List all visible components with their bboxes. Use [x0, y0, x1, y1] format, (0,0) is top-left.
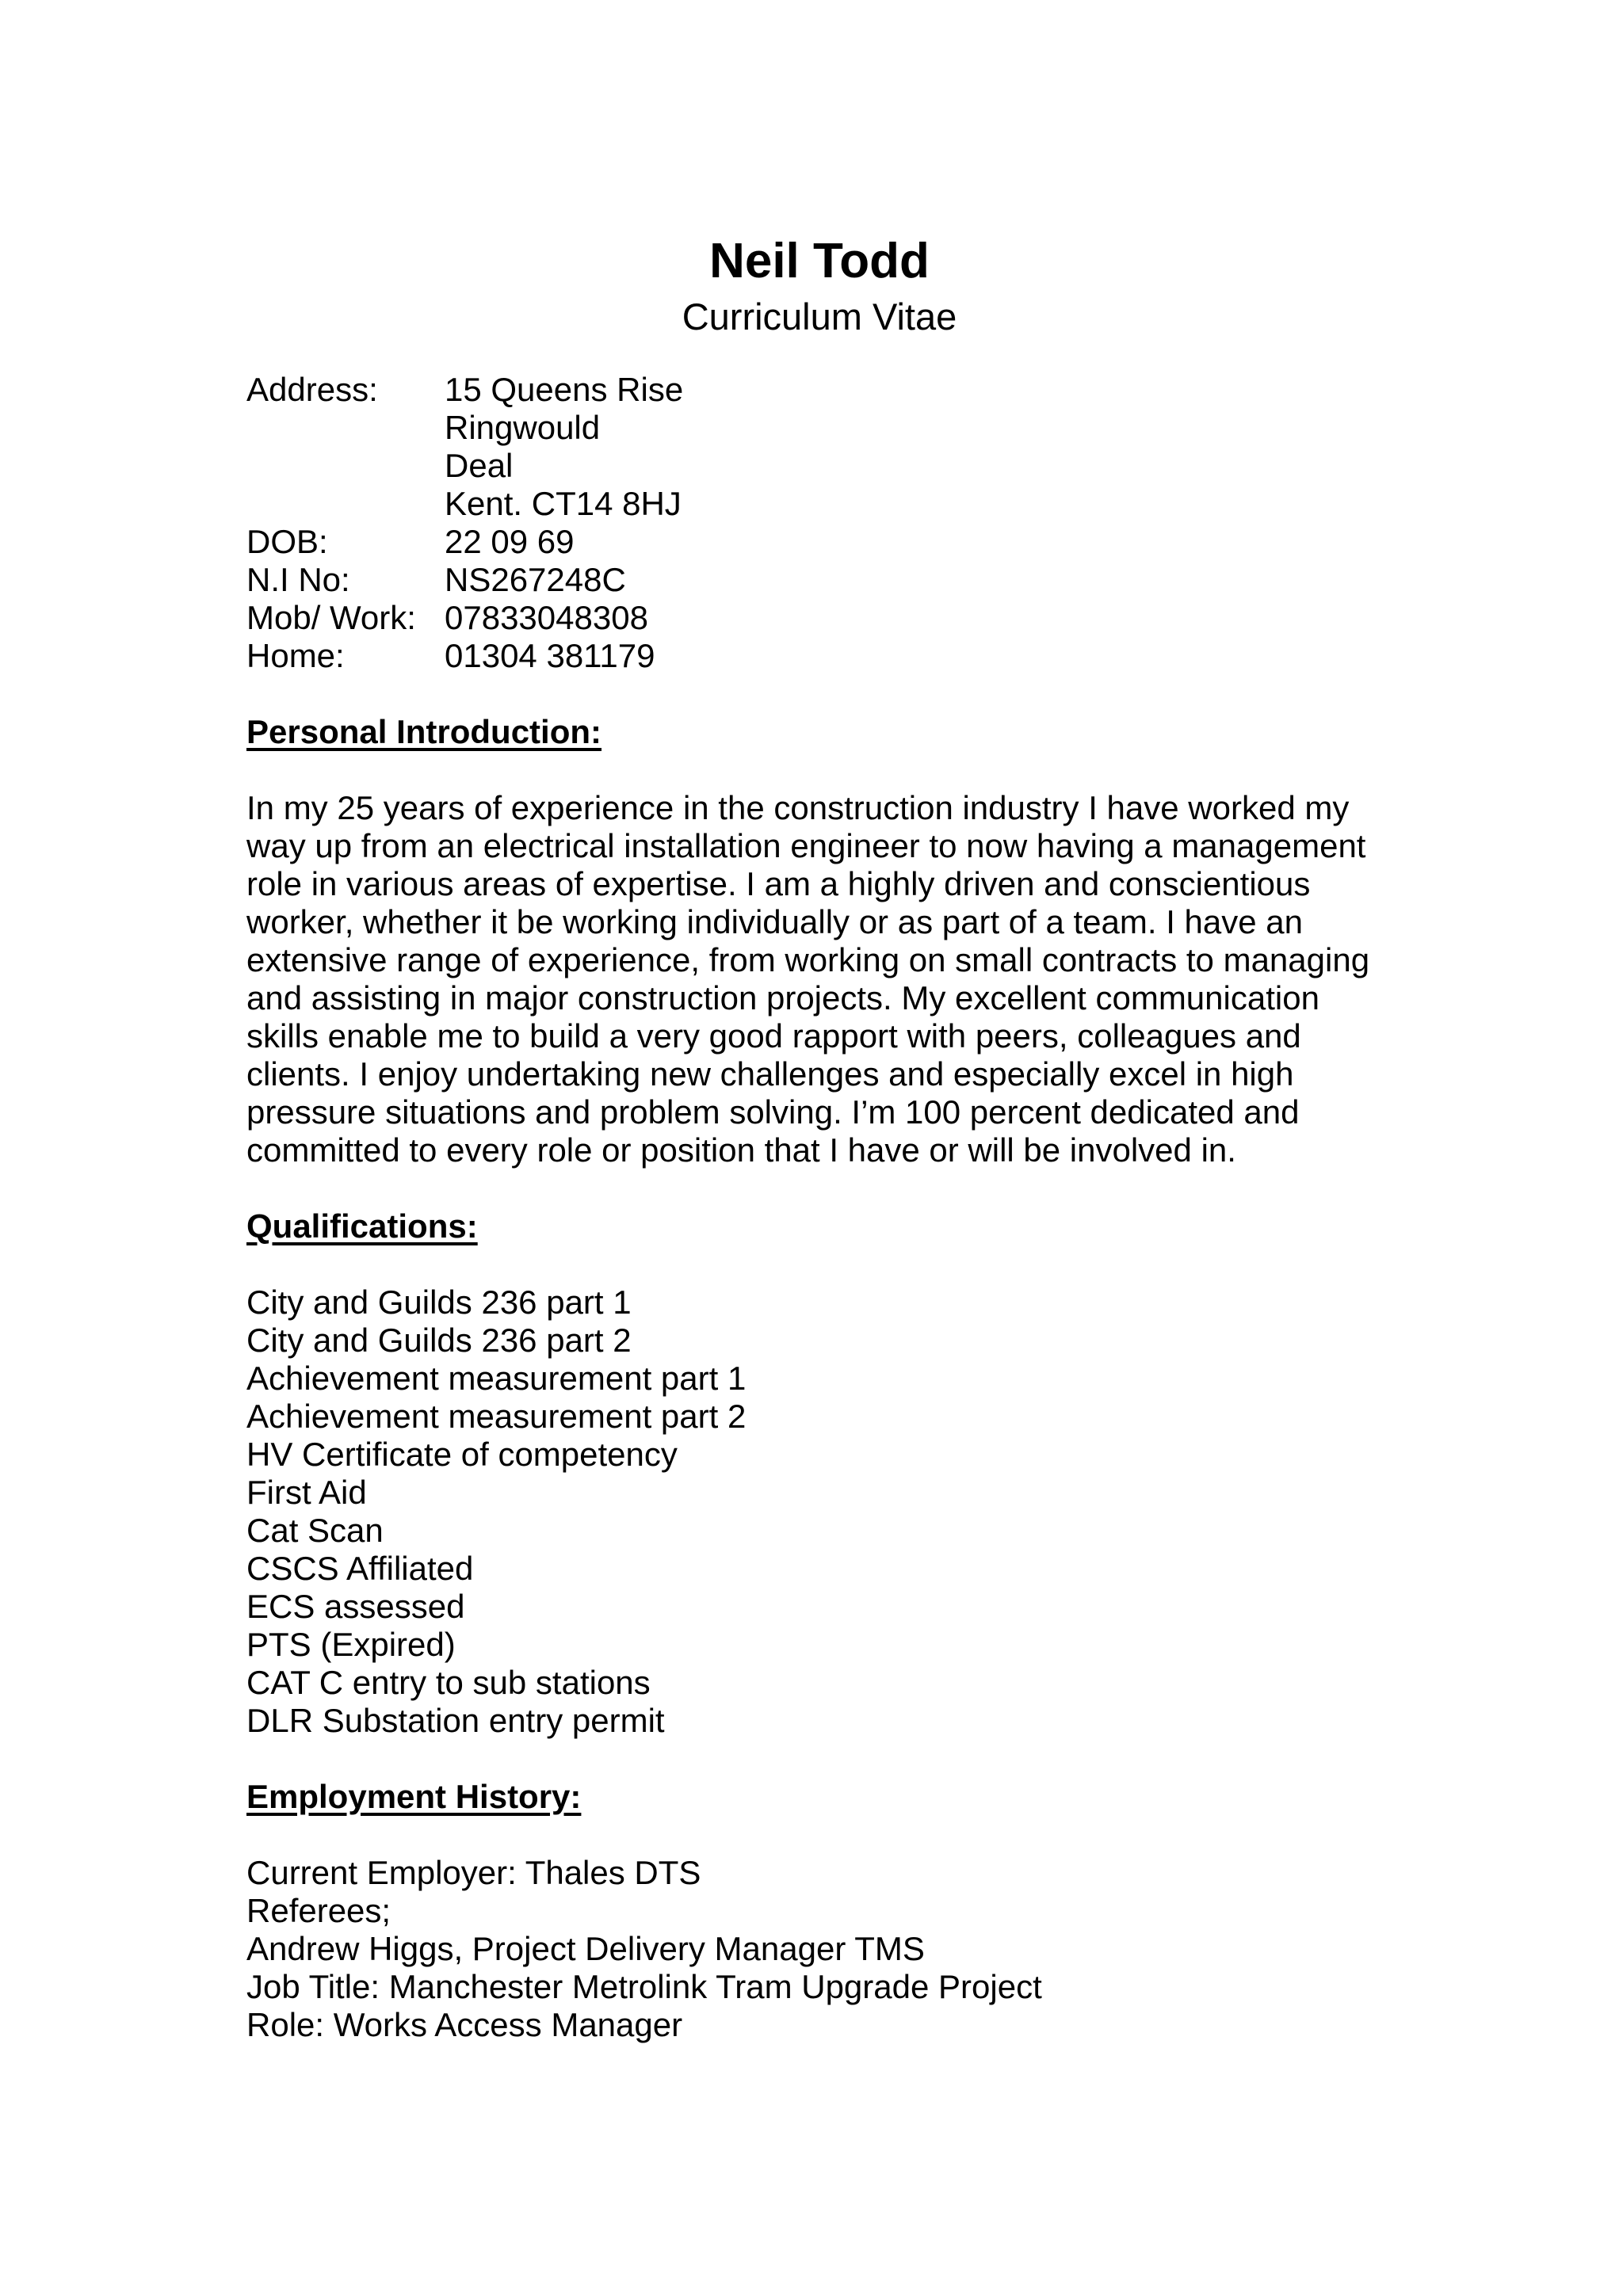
paragraph-line: and assisting in major construction projects. My excellent communication: [246, 979, 1319, 1016]
paragraph-line: role in various areas of expertise. I am a highly driven and conscientious: [246, 865, 1311, 902]
qualification-item: Achievement measurement part 1: [246, 1360, 747, 1397]
home-row: [246, 637, 1388, 675]
qualification-item: PTS (Expired): [246, 1626, 456, 1663]
employment-line: Role: Works Access Manager: [246, 2006, 683, 2043]
cv-content: [246, 371, 1388, 2044]
qualification-item: City and Guilds 236 part 2: [246, 1322, 632, 1359]
qualification-item: ECS assessed: [246, 1588, 465, 1625]
qualification-item: HV Certificate of competency: [246, 1436, 678, 1473]
dob-label: DOB:: [246, 523, 328, 560]
employment-history-details: [246, 1854, 1388, 2044]
paragraph-line: way up from an electrical installation engineer to now having a management: [246, 827, 1366, 864]
personal-introduction-text: [246, 789, 1388, 1169]
paragraph-line: skills enable me to build a very good rapport with peers, colleagues and: [246, 1017, 1301, 1055]
address-lines: [445, 371, 683, 523]
qualifications-list: [246, 1283, 1388, 1740]
paragraph-line: In my 25 years of experience in the construction industry I have worked my: [246, 789, 1350, 826]
qualification-item: CSCS Affiliated: [246, 1550, 474, 1587]
employment-line: Referees;: [246, 1892, 391, 1929]
qualification-item: City and Guilds 236 part 1: [246, 1283, 632, 1321]
home-value: 01304 381179: [445, 637, 655, 674]
paragraph-line: pressure situations and problem solving. I’m 100 percent dedicated and: [246, 1093, 1300, 1131]
contact-details: [246, 371, 1388, 675]
ni-label: N.I No:: [246, 561, 350, 598]
ni-row: [246, 561, 1388, 599]
employment-history-heading: Employment History:: [246, 1778, 582, 1815]
cv-header: [0, 230, 1623, 341]
mob-row: [246, 599, 1388, 637]
candidate-name: Neil Todd: [709, 234, 930, 288]
ni-value: NS267248C: [445, 561, 626, 598]
employment-line: Andrew Higgs, Project Delivery Manager TMS: [246, 1930, 925, 1967]
qualification-item: Achievement measurement part 2: [246, 1398, 747, 1435]
employment-line: Current Employer: Thales DTS: [246, 1854, 701, 1891]
address-label: Address:: [246, 371, 378, 408]
address-line: Kent. CT14 8HJ: [445, 485, 682, 522]
mob-value: 07833048308: [445, 599, 648, 636]
qualifications-heading: Qualifications:: [246, 1207, 478, 1245]
paragraph-line: extensive range of experience, from working on small contracts to managing: [246, 941, 1370, 978]
dob-row: [246, 523, 1388, 561]
qualification-item: Cat Scan: [246, 1512, 384, 1549]
address-row: [246, 371, 1388, 523]
paragraph-line: worker, whether it be working individually or as part of a team. I have an: [246, 903, 1304, 940]
address-line: Deal: [445, 447, 514, 484]
employment-line: Job Title: Manchester Metrolink Tram Upgrade Project: [246, 1968, 1042, 2005]
qualification-item: CAT C entry to sub stations: [246, 1664, 651, 1701]
paragraph-line: clients. I enjoy undertaking new challenges and especially excel in high: [246, 1055, 1294, 1093]
address-line: 15 Queens Rise: [445, 371, 684, 408]
dob-value: 22 09 69: [445, 523, 575, 560]
mob-label: Mob/ Work:: [246, 599, 416, 636]
qualification-item: DLR Substation entry permit: [246, 1702, 665, 1739]
paragraph-line: committed to every role or position that I have or will be involved in.: [246, 1131, 1236, 1169]
qualification-item: First Aid: [246, 1474, 367, 1511]
document-subtitle: Curriculum Vitae: [682, 296, 957, 338]
home-label: Home:: [246, 637, 345, 674]
address-line: Ringwould: [445, 409, 601, 446]
personal-introduction-heading: Personal Introduction:: [246, 713, 602, 750]
